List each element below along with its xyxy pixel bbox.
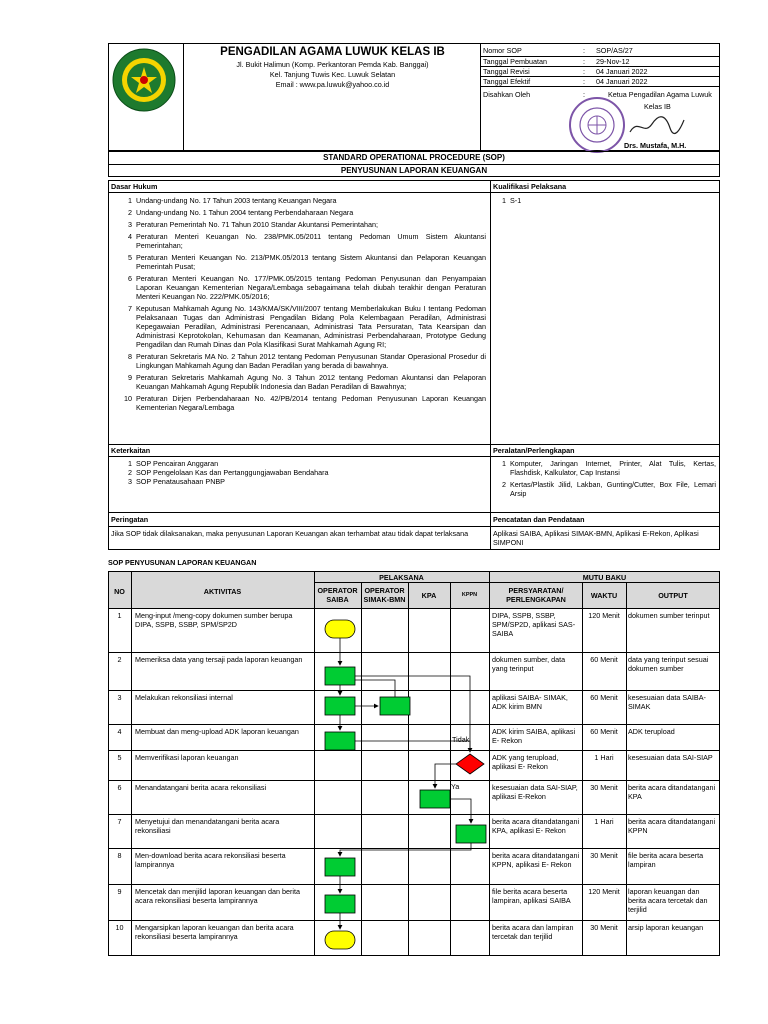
col-persyaratan: PERSYARATAN/ PERLENGKAPAN (506, 586, 566, 604)
connector-6-7 (450, 799, 471, 823)
disahkan-value-2: Kelas IB (644, 102, 671, 111)
list-item: 2 Undang-undang No. 1 Tahun 2004 tentang Perbendaharaan Negara (128, 208, 354, 217)
process-step-6 (420, 790, 450, 808)
process-step-9 (325, 895, 355, 913)
colon: : (583, 46, 585, 55)
col-output: OUTPUT (658, 591, 688, 600)
row-waktu: 1 Hari (594, 753, 614, 762)
row-no: 5 (117, 753, 122, 762)
list-item: 2 Kertas/Plastik Jilid, Lakban, Gunting/Cutter, Box File, Lemari Arsip (502, 480, 716, 498)
peralatan-label: Peralatan/Perlengkapan (493, 446, 575, 455)
row-aktivitas: Memverifikasi laporan keuangan (135, 753, 239, 762)
kualifikasi-label: Kualifikasi Pelaksana (493, 182, 567, 191)
row-no: 7 (117, 817, 122, 826)
peringatan-text: Jika SOP tidak dilaksanakan, maka penyusunan Laporan Keuangan akan terhambat atau tidak dapat terlaksana (111, 529, 469, 538)
disahkan-value: Ketua Pengadilan Agama Luwuk (608, 90, 712, 99)
process-step-4 (325, 732, 355, 750)
row-persyaratan: file berita acara beserta lampiran, aplikasi SAIBA (492, 887, 571, 905)
pembuatan-value: 29-Nov-12 (596, 57, 630, 66)
row-output: kesesuaian data SAIBA-SIMAK (628, 693, 706, 711)
process-step-8 (325, 858, 355, 876)
list-item: 4 Peraturan Menteri Keuangan No. 238/PMK.05/2011 tentang Pedoman Umum Sistem Akuntansi Pemerintahan; (128, 232, 486, 250)
row-persyaratan: dokumen sumber, data yang terinput (492, 655, 566, 673)
process-step-3b (380, 697, 410, 715)
sop-title: STANDARD OPERATIONAL PROCEDURE (SOP) (323, 153, 505, 162)
list-item: 9 Peraturan Sekretaris Mahkamah Agung No. 3 Tahun 2012 tentang Pedoman Akuntansi dan Pelaporan Keuangan Mahkamah Agung Republik Indonesia dan Badan Peradilan di Bawahnya; (128, 373, 486, 391)
row-waktu: 30 Menit (590, 923, 618, 932)
row-output: kesesuaian data SAI-SIAP (628, 753, 713, 762)
row-persyaratan: DIPA, SSPB, SSBP, SPM/SP2D, aplikasi SAS-SAIBA (492, 611, 576, 638)
row-aktivitas: Memeriksa data yang tersaji pada laporan keuangan (135, 655, 303, 664)
list-item: 1 Undang-undang No. 17 Tahun 2003 tentang Keuangan Negara (128, 196, 337, 205)
process-step-2 (325, 667, 355, 685)
col-waktu: WAKTU (590, 591, 618, 600)
row-aktivitas: Mengarsipkan laporan keuangan dan berita acara rekonsiliasi beserta lampirannya (135, 923, 294, 941)
colon: : (583, 67, 585, 76)
list-item: 10 Peraturan Dirjen Perbendaharaan No. 42/PB/2014 tentang Pedoman Penyusunan Laporan Keuangan Kementerian Negara/Lembaga (124, 394, 486, 412)
flow-title: SOP PENYUSUNAN LAPORAN KEUANGAN (108, 558, 257, 567)
court-address: Jl. Bukit Halimun (Komp. Perkantoran Pemda Kab. Banggai) (236, 60, 429, 69)
row-output: data yang terinput sesuai dokumen sumber (628, 655, 709, 673)
row-waktu: 30 Menit (590, 783, 618, 792)
court-title: PENGADILAN AGAMA LUWUK KELAS IB (220, 46, 445, 58)
peringatan-label: Peringatan (111, 515, 149, 524)
row-waktu: 60 Menit (590, 727, 618, 736)
list-item: 8 Peraturan Sekretaris MA No. 2 Tahun 2012 tentang Pedoman Penyusunan Standar Operasional Prosedur di Lingkungan Mahkamah Agung dan Badan Peradilan yang berada di bawahnya. (128, 352, 486, 370)
row-waktu: 120 Menit (588, 611, 620, 620)
label-tidak: Tidak (452, 735, 470, 744)
signer-name: Drs. Mustafa, M.H. (624, 141, 687, 150)
list-item: 3 Peraturan Pemerintah No. 71 Tahun 2010 Standar Akuntansi Pemerintahan; (128, 220, 379, 229)
process-step-7 (456, 825, 486, 843)
row-waktu: 120 Menit (588, 887, 620, 896)
row-no: 10 (115, 923, 124, 932)
list-item: 2 SOP Pengelolaan Kas dan Pertanggungjawaban Bendahara (128, 468, 329, 477)
revisi-label: Tanggal Revisi (483, 67, 530, 76)
row-no: 2 (117, 655, 122, 664)
decision-verify (456, 754, 484, 774)
row-persyaratan: berita acara ditandatangani KPPN, aplikasi E- Rekon (492, 851, 580, 869)
row-no: 3 (117, 693, 122, 702)
list-item: 1 Komputer, Jaringan Internet, Printer, Alat Tulis, Kertas, Flashdisk, Kalkulator, Cap Instansi (502, 459, 716, 477)
list-item: 1 SOP Pencairan Anggaran (128, 459, 219, 468)
row-output: file berita acara beserta lampiran (628, 851, 704, 869)
row-aktivitas: Menandatangani berita acara rekonsiliasi (135, 783, 267, 792)
row-aktivitas: Membuat dan meng-upload ADK laporan keuangan (135, 727, 299, 736)
row-persyaratan: kesesuaian data SAI-SIAP, aplikasi E-Rekon (492, 783, 578, 801)
start-terminator (325, 620, 355, 638)
row-aktivitas: Melakukan rekonsiliasi internal (135, 693, 233, 702)
row-no: 1 (117, 611, 122, 620)
list-item: 7 Keputusan Mahkamah Agung No. 143/KMA/SK/VIII/2007 tentang Memberlakukan Buku I tentang Pedoman Pelaksanaan Tugas dan Administrasi Pengadilan Bidang Pola Kelembagaan Peradilan, Administrasi Kepegawaian Peradilan, Administrasi Perencanaan, Administrasi Tata Persuratan, Tata Kearsipan dan Administrasi Keprotokolan, Kehumasan dan Keamanan, Administrasi Perbendaharaan, Prototype Gedung Pengadilan dan Rumah Dinas dan Pola Klasifikasi Surat Mahkamah Agung RI; (128, 304, 486, 349)
end-terminator (325, 931, 355, 949)
col-kppn: KPPN (461, 592, 478, 598)
row-no: 9 (117, 887, 122, 896)
pembuatan-label: Tanggal Pembuatan (483, 57, 547, 66)
row-persyaratan: ADK yang terupload, aplikasi E- Rekon (492, 753, 559, 771)
sop-subtitle: PENYUSUNAN LAPORAN KEUANGAN (340, 166, 488, 175)
col-mutu: MUTU BAKU (582, 573, 627, 582)
row-waktu: 60 Menit (590, 693, 618, 702)
col-kpa: KPA (421, 591, 437, 600)
list-item: 5 Peraturan Menteri Keuangan No. 213/PMK.05/2013 tentang Sistem Akuntansi dan Pelaporan Keuangan Pemerintah Pusat; (128, 253, 486, 271)
list-item: 6 Peraturan Menteri Keuangan No. 177/PMK.05/2015 tentang Pedoman Penyusunan dan Penyampaian Laporan Keuangan Kementerian Negara/Lembaga sebagaimana telah diubah terakhir dengan Peraturan Menteri Keuangan No. 222/PMK.05/2016; (128, 274, 486, 301)
colon: : (583, 90, 585, 99)
row-waktu: 30 Menit (590, 851, 618, 860)
connector-7-8 (340, 843, 471, 856)
court-address-2: Kel. Tanjung Tuwis Kec. Luwuk Selatan (269, 70, 396, 79)
row-persyaratan: berita acara dan lampiran tercetak dan terjilid (492, 923, 574, 941)
row-output: berita acara ditandatangani KPPN (628, 817, 716, 835)
col-pelaksana: PELAKSANA (379, 573, 424, 582)
efektif-value: 04 Januari 2022 (596, 77, 648, 86)
court-email: Email : www.pa.luwuk@yahoo.co.id (275, 80, 390, 89)
row-no: 4 (117, 727, 122, 736)
col-op-saiba: OPERATOR SAIBA (317, 586, 358, 604)
process-step-3a (325, 697, 355, 715)
row-output: dokumen sumber terinput (628, 611, 710, 620)
row-waktu: 1 Hari (594, 817, 614, 826)
row-persyaratan: aplikasi SAIBA- SIMAK, ADK kirim BMN (492, 693, 568, 711)
label-ya: Ya (451, 782, 460, 791)
nomor-label: Nomor SOP (483, 46, 522, 55)
col-op-simak: OPERATOR SIMAK-BMN (363, 586, 406, 604)
col-no: NO (114, 587, 125, 596)
disahkan-label: Disahkan Oleh (483, 90, 531, 99)
row-no: 6 (117, 783, 122, 792)
row-persyaratan: ADK kirim SAIBA, aplikasi E- Rekon (492, 727, 576, 745)
row-aktivitas: Men-download berita acara rekonsiliasi beserta lampirannya (135, 851, 286, 869)
pencatatan-text: Aplikasi SAIBA, Aplikasi SIMAK-BMN, Aplikasi E-Rekon, Aplikasi SIMPONI (493, 529, 699, 547)
row-output: arsip laporan keuangan (628, 923, 704, 932)
list-item: 1 S-1 (502, 196, 522, 205)
row-aktivitas: Menyetujui dan menandatangani berita acara rekonsiliasi (135, 817, 280, 835)
pencatatan-label: Pencatatan dan Pendataan (493, 515, 585, 524)
revisi-value: 04 Januari 2022 (596, 67, 648, 76)
nomor-value: SOP/AS/27 (596, 46, 633, 55)
row-output: laporan keuangan dan berita acara tercetak dan terjilid (628, 887, 708, 914)
row-no: 8 (117, 851, 122, 860)
row-output: berita acara ditandatangani KPA (628, 783, 716, 801)
row-output: ADK terupload (628, 727, 675, 736)
row-waktu: 60 Menit (590, 655, 618, 664)
efektif-label: Tanggal Efektif (483, 77, 531, 86)
keterkaitan-label: Keterkaitan (111, 446, 151, 455)
list-item: 3 SOP Penatausahaan PNBP (128, 477, 225, 486)
col-aktivitas: AKTIVITAS (203, 587, 242, 596)
dasar-hukum-label: Dasar Hukum (111, 182, 158, 191)
colon: : (583, 57, 585, 66)
colon: : (583, 77, 585, 86)
row-persyaratan: berita acara ditandatangani KPA, aplikasi E- Rekon (492, 817, 580, 835)
row-aktivitas: Mencetak dan menjilid laporan keuangan dan berita acara rekonsiliasi beserta lampirannya (135, 887, 301, 905)
row-aktivitas: Meng-input /meng-copy dokumen sumber berupa DIPA, SSPB, SSBP, SPM/SP2D (135, 611, 293, 629)
